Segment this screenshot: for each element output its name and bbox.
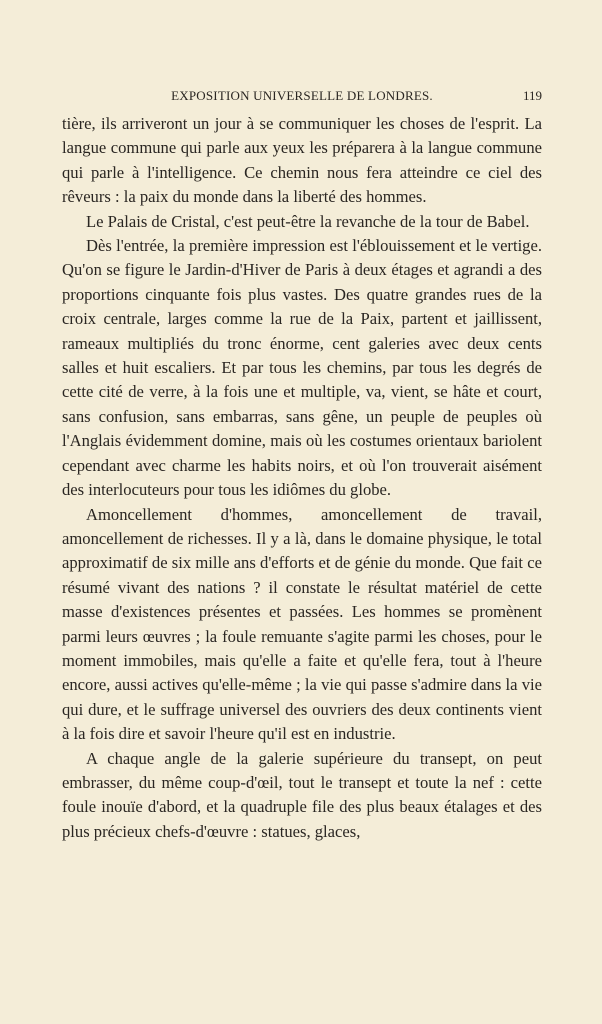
running-head bbox=[62, 88, 542, 108]
page-number: 119 bbox=[522, 88, 542, 103]
paragraph: Amoncellement d'hommes, amoncellement de travail, amoncellement de richesses. Il y a là, dans le domaine physique, le total approximatif de six mille ans d'efforts et de génie du monde. Que fait ce résumé vivant des nations ? il constate le résultat matériel de cette masse d'existences présentes et passées. Les hommes se promènent parmi leurs œuvres ; la foule remuante s'agite parmi les choses, pour le moment immobiles, mais qu'elle a faite et qu'elle fera, tout à l'heure encore, aussi actives qu'elle-même ; la vie qui passe s'admire dans la vie qui dure, et le suffrage universel des ouvriers des deux continents vient à la fois dire et savoir l'heure qu'il est en industrie. bbox=[62, 504, 542, 744]
running-title: EXPOSITION UNIVERSELLE DE LONDRES. bbox=[171, 88, 433, 103]
paragraph: A chaque angle de la galerie supérieure du transept, on peut embrasser, du même coup-d'œil, tout le transept et toute la nef : cette foule inouïe d'abord, et la quadruple file des plus beaux étalages et des plus précieux chefs-d'œuvre : statues, glaces, bbox=[62, 748, 542, 841]
paragraph: Le Palais de Cristal, c'est peut-être la revanche de la tour de Babel. bbox=[86, 211, 530, 231]
paragraph: Dès l'entrée, la première impression est l'éblouissement et le vertige. Qu'on se figure le Jardin-d'Hiver de Paris à deux étages et agrandi a des proportions cinquante fois plus vastes. Des quatre grandes rues de la croix centrale, larges comme la rue de la Paix, partent et jaillissent, rameaux multipliés du tronc énorme, cent galeries avec deux cents salles et huit escaliers. Et par tous les chemins, par tous les degrés de cette cité de verre, à la fois une et multiple, va, vient, se hâte et court, sans confusion, sans embarras, sans gêne, un peuple de peuples où l'Anglais évidemment domine, mais où les costumes orientaux bariolent cependant avec charme les habits noirs, et où l'on trouverait aisément des interlocuteurs pour tous les idiômes du globe. bbox=[62, 236, 542, 500]
body-text bbox=[62, 112, 542, 844]
paragraph-continuation: tière, ils arriveront un jour à se communiquer les choses de l'esprit. La langue commune qui parle aux yeux les préparera à la langue commune qui parle à l'intelligence. Ce chemin nous fera atteindre ce ciel des rêveurs : la paix du monde dans la liberté des hommes. bbox=[62, 114, 542, 207]
